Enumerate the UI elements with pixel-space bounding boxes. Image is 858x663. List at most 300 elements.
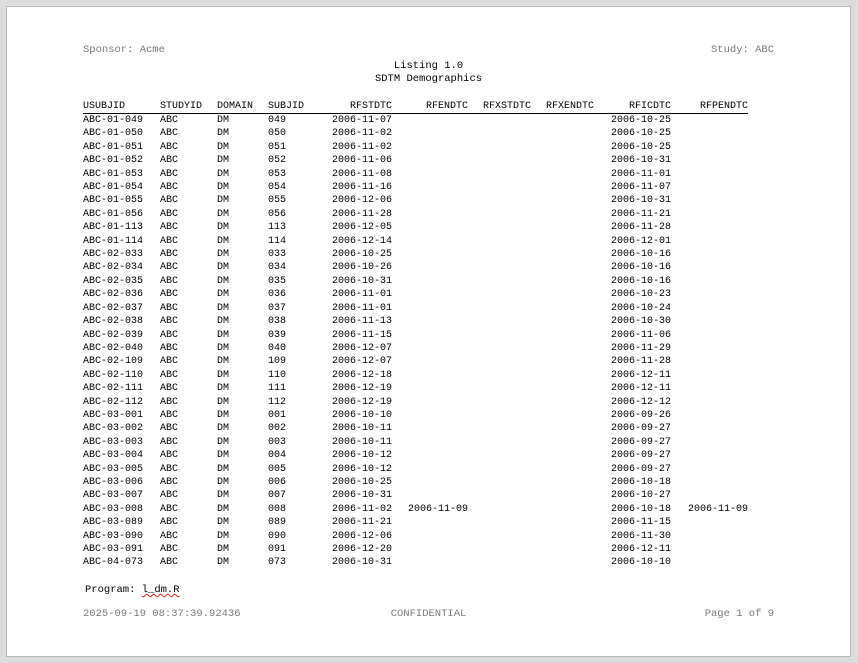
cell-rfpendtc (671, 127, 748, 140)
table-row (83, 342, 748, 355)
cell-rfstdtc: 2006-10-25 (331, 249, 392, 261)
cell-usubjid: ABC-02-112 (83, 396, 144, 408)
cell-rfxendtc (531, 261, 594, 274)
cell-rfxstdtc (468, 181, 531, 194)
cell-studyid: ABC (160, 436, 179, 448)
cell-usubjid: ABC-03-003 (83, 436, 144, 448)
cell-rfxstdtc (468, 516, 531, 529)
cell-rfendtc (392, 556, 468, 569)
cell-usubjid: ABC-02-035 (83, 275, 144, 287)
cell-rfendtc (392, 396, 468, 409)
cell-subjid: 049 (268, 115, 287, 126)
cell-domain: DM (217, 557, 230, 569)
cell-rfendtc (392, 382, 468, 395)
cell-subjid: 034 (268, 262, 287, 274)
cell-rfpendtc (671, 436, 748, 449)
cell-rficdtc: 2006-09-27 (610, 463, 671, 475)
cell-subjid: 053 (268, 168, 287, 180)
cell-rfxstdtc (468, 530, 531, 543)
cell-rfpendtc (671, 261, 748, 274)
cell-rficdtc: 2006-10-16 (610, 275, 671, 287)
table-row (83, 141, 748, 154)
cell-rfpendtc (671, 355, 748, 368)
cell-domain: DM (217, 182, 230, 194)
cell-usubjid: ABC-02-039 (83, 329, 144, 341)
cell-rfendtc (392, 449, 468, 462)
cell-rficdtc: 2006-12-01 (610, 235, 671, 247)
cell-usubjid: ABC-01-114 (83, 235, 144, 247)
cell-rfendtc (392, 194, 468, 207)
cell-rficdtc: 2006-11-01 (610, 168, 671, 180)
cell-rfxstdtc (468, 221, 531, 234)
cell-domain: DM (217, 329, 230, 341)
cell-rfstdtc: 2006-11-28 (331, 208, 392, 220)
cell-rfpendtc (671, 208, 748, 221)
cell-domain: DM (217, 249, 230, 261)
cell-rfxstdtc (468, 141, 531, 154)
cell-studyid: ABC (160, 517, 179, 529)
cell-rfendtc (392, 476, 468, 489)
cell-rfxendtc (531, 168, 594, 181)
cell-subjid: 038 (268, 316, 287, 328)
cell-rfxstdtc (468, 476, 531, 489)
table-body (83, 114, 748, 570)
table-row (83, 235, 748, 248)
table-row (83, 288, 748, 301)
cell-rfstdtc: 2006-12-07 (331, 356, 392, 368)
cell-studyid: ABC (160, 544, 179, 555)
cell-rficdtc: 2006-11-21 (610, 208, 671, 220)
table-row (83, 556, 748, 569)
cell-usubjid: ABC-03-002 (83, 423, 144, 435)
cell-studyid: ABC (160, 289, 179, 301)
cell-rfendtc (392, 275, 468, 288)
cell-rfstdtc: 2006-12-19 (331, 396, 392, 408)
cell-studyid: ABC (160, 168, 179, 180)
cell-usubjid: ABC-01-054 (83, 182, 144, 194)
cell-rficdtc: 2006-10-25 (610, 115, 671, 126)
cell-rficdtc: 2006-11-28 (610, 222, 671, 234)
cell-rfpendtc (671, 235, 748, 248)
cell-studyid: ABC (160, 409, 179, 421)
column-header-rfpendtc: RFPENDTC (671, 101, 748, 114)
cell-domain: DM (217, 275, 230, 287)
cell-subjid: 052 (268, 155, 287, 167)
column-header-rficdtc: RFICDTC (594, 101, 671, 114)
cell-domain: DM (217, 115, 230, 126)
cell-rfstdtc: 2006-11-07 (331, 115, 392, 126)
cell-rfxstdtc (468, 329, 531, 342)
listing-subtitle: SDTM Demographics (374, 73, 483, 85)
cell-rfpendtc (671, 168, 748, 181)
cell-studyid: ABC (160, 476, 179, 488)
cell-studyid: ABC (160, 195, 179, 207)
cell-rfxstdtc (468, 235, 531, 248)
cell-rficdtc: 2006-10-25 (610, 141, 671, 153)
table-row (83, 396, 748, 409)
cell-rficdtc: 2006-11-29 (610, 342, 671, 354)
cell-rfxendtc (531, 208, 594, 221)
cell-subjid: 055 (268, 195, 287, 207)
cell-rfendtc (392, 369, 468, 382)
cell-subjid: 033 (268, 249, 287, 261)
table-row (83, 248, 748, 261)
cell-usubjid: ABC-02-037 (83, 302, 144, 314)
cell-rfxstdtc (468, 302, 531, 315)
cell-rfstdtc: 2006-12-20 (331, 544, 392, 555)
cell-studyid: ABC (160, 182, 179, 194)
cell-subjid: 113 (268, 222, 287, 234)
cell-subjid: 003 (268, 436, 287, 448)
cell-subjid: 054 (268, 182, 287, 194)
cell-rfxstdtc (468, 342, 531, 355)
cell-usubjid: ABC-02-033 (83, 249, 144, 261)
cell-usubjid: ABC-03-001 (83, 409, 144, 421)
cell-rfendtc (392, 288, 468, 301)
cell-studyid: ABC (160, 115, 179, 126)
cell-rfendtc: 2006-11-09 (407, 503, 468, 515)
cell-rfendtc (392, 127, 468, 140)
cell-subjid: 040 (268, 342, 287, 354)
cell-rfpendtc (671, 409, 748, 422)
cell-rfxendtc (531, 221, 594, 234)
cell-domain: DM (217, 195, 230, 207)
cell-rfxendtc (531, 235, 594, 248)
cell-domain: DM (217, 168, 230, 180)
table-row (83, 329, 748, 342)
table-row (83, 530, 748, 543)
cell-rfendtc (392, 154, 468, 167)
cell-rficdtc: 2006-11-30 (610, 530, 671, 542)
column-header-subjid: SUBJID (268, 101, 312, 114)
cell-rficdtc: 2006-10-31 (610, 195, 671, 207)
cell-studyid: ABC (160, 369, 179, 381)
cell-rfxstdtc (468, 436, 531, 449)
cell-rfxstdtc (468, 208, 531, 221)
cell-rfendtc (392, 248, 468, 261)
cell-domain: DM (217, 503, 230, 515)
cell-rficdtc: 2006-11-15 (610, 517, 671, 529)
cell-domain: DM (217, 423, 230, 435)
cell-subjid: 006 (268, 476, 287, 488)
cell-subjid: 109 (268, 356, 287, 368)
cell-subjid: 114 (268, 235, 287, 247)
cell-rfpendtc (671, 396, 748, 409)
cell-rficdtc: 2006-10-30 (610, 316, 671, 328)
cell-domain: DM (217, 316, 230, 328)
cell-rfxendtc (531, 476, 594, 489)
cell-rfstdtc: 2006-11-15 (331, 329, 392, 341)
table-row (83, 516, 748, 529)
cell-rficdtc: 2006-09-27 (610, 423, 671, 435)
cell-rfxendtc (531, 503, 594, 516)
cell-rfxstdtc (468, 114, 531, 128)
cell-studyid: ABC (160, 316, 179, 328)
cell-subjid: 111 (268, 383, 287, 395)
cell-rficdtc: 2006-09-26 (610, 409, 671, 421)
cell-subjid: 090 (268, 530, 287, 542)
cell-rfstdtc: 2006-10-12 (331, 463, 392, 475)
cell-rfstdtc: 2006-11-06 (331, 155, 392, 167)
cell-rfpendtc (671, 543, 748, 556)
listing-title: Listing 1.0 (393, 60, 464, 72)
column-header-rfxstdtc: RFXSTDTC (468, 101, 531, 114)
cell-rfstdtc: 2006-10-26 (331, 262, 392, 274)
column-header-rfstdtc: RFSTDTC (312, 101, 392, 114)
cell-rfendtc (392, 221, 468, 234)
cell-usubjid: ABC-01-051 (83, 141, 144, 153)
cell-rfstdtc: 2006-12-19 (331, 383, 392, 395)
cell-rfxstdtc (468, 396, 531, 409)
cell-rfpendtc (671, 422, 748, 435)
cell-rfendtc (392, 168, 468, 181)
cell-rficdtc: 2006-09-27 (610, 436, 671, 448)
table-row (83, 503, 748, 516)
cell-domain: DM (217, 463, 230, 475)
cell-rfstdtc: 2006-10-10 (331, 409, 392, 421)
cell-subjid: 036 (268, 289, 287, 301)
cell-rfxendtc (531, 422, 594, 435)
cell-rfendtc (392, 409, 468, 422)
cell-rficdtc: 2006-10-10 (610, 557, 671, 569)
cell-studyid: ABC (160, 208, 179, 220)
cell-usubjid: ABC-02-109 (83, 356, 144, 368)
cell-rfxstdtc (468, 503, 531, 516)
cell-subjid: 001 (268, 409, 287, 421)
cell-rfendtc (392, 436, 468, 449)
cell-studyid: ABC (160, 383, 179, 395)
cell-subjid: 039 (268, 329, 287, 341)
column-header-domain: DOMAIN (217, 101, 268, 114)
cell-rfxstdtc (468, 463, 531, 476)
cell-studyid: ABC (160, 490, 179, 502)
cell-studyid: ABC (160, 235, 179, 247)
table-row (83, 154, 748, 167)
cell-rfpendtc (671, 181, 748, 194)
table-row (83, 194, 748, 207)
cell-rfpendtc (671, 449, 748, 462)
cell-subjid: 073 (268, 557, 287, 569)
cell-rfpendtc (671, 556, 748, 569)
cell-rfxendtc (531, 114, 594, 128)
cell-rficdtc: 2006-11-28 (610, 356, 671, 368)
cell-rfpendtc (671, 463, 748, 476)
table-row (83, 409, 748, 422)
cell-rfxstdtc (468, 409, 531, 422)
cell-rfstdtc: 2006-11-21 (331, 517, 392, 529)
cell-rfxendtc (531, 248, 594, 261)
cell-domain: DM (217, 517, 230, 529)
cell-usubjid: ABC-02-040 (83, 342, 144, 354)
cell-studyid: ABC (160, 141, 179, 153)
cell-studyid: ABC (160, 450, 179, 462)
cell-rficdtc: 2006-10-23 (610, 289, 671, 301)
cell-rfxendtc (531, 181, 594, 194)
cell-rficdtc: 2006-10-24 (610, 302, 671, 314)
cell-subjid: 005 (268, 463, 287, 475)
cell-rfstdtc: 2006-10-12 (331, 450, 392, 462)
cell-rfpendtc: 2006-11-09 (687, 503, 748, 515)
cell-usubjid: ABC-01-050 (83, 128, 144, 140)
column-header-rfxendtc: RFXENDTC (531, 101, 594, 114)
cell-domain: DM (217, 383, 230, 395)
cell-studyid: ABC (160, 155, 179, 167)
cell-rfxendtc (531, 382, 594, 395)
cell-domain: DM (217, 342, 230, 354)
cell-subjid: 110 (268, 369, 287, 381)
cell-rfxendtc (531, 329, 594, 342)
cell-rfxstdtc (468, 194, 531, 207)
cell-rfpendtc (671, 275, 748, 288)
cell-rfxendtc (531, 342, 594, 355)
column-header-rfendtc: RFENDTC (392, 101, 468, 114)
run-timestamp: 2025-09-19 08:37:39.92436 (83, 608, 241, 620)
cell-rfxendtc (531, 141, 594, 154)
cell-subjid: 007 (268, 490, 287, 502)
cell-studyid: ABC (160, 275, 179, 287)
cell-rfpendtc (671, 530, 748, 543)
cell-rfpendtc (671, 329, 748, 342)
cell-rfpendtc (671, 154, 748, 167)
cell-domain: DM (217, 235, 230, 247)
cell-rficdtc: 2006-10-31 (610, 155, 671, 167)
cell-usubjid: ABC-01-055 (83, 195, 144, 207)
cell-rfendtc (392, 463, 468, 476)
cell-rfstdtc: 2006-12-14 (331, 235, 392, 247)
cell-usubjid: ABC-03-090 (83, 530, 144, 542)
cell-rfstdtc: 2006-11-01 (331, 289, 392, 301)
cell-rficdtc: 2006-10-18 (610, 503, 671, 515)
cell-rficdtc: 2006-12-12 (610, 396, 671, 408)
cell-rfstdtc: 2006-12-18 (331, 369, 392, 381)
table-row (83, 463, 748, 476)
cell-rfstdtc: 2006-10-31 (331, 557, 392, 569)
cell-usubjid: ABC-01-052 (83, 155, 144, 167)
cell-studyid: ABC (160, 503, 179, 515)
cell-studyid: ABC (160, 329, 179, 341)
cell-domain: DM (217, 155, 230, 167)
cell-usubjid: ABC-02-036 (83, 289, 144, 301)
program-line (85, 584, 180, 596)
cell-usubjid: ABC-04-073 (83, 557, 144, 569)
cell-usubjid: ABC-02-038 (83, 316, 144, 328)
cell-domain: DM (217, 409, 230, 421)
cell-rfxstdtc (468, 543, 531, 556)
study-label: Study: ABC (710, 44, 774, 56)
table-row (83, 369, 748, 382)
cell-studyid: ABC (160, 463, 179, 475)
cell-rfendtc (392, 302, 468, 315)
cell-rfendtc (392, 329, 468, 342)
cell-rfxstdtc (468, 288, 531, 301)
cell-rfxendtc (531, 275, 594, 288)
cell-usubjid: ABC-02-110 (83, 369, 144, 381)
cell-usubjid: ABC-02-034 (83, 262, 144, 274)
cell-rfstdtc: 2006-10-31 (331, 275, 392, 287)
cell-rfendtc (392, 489, 468, 502)
cell-subjid: 112 (268, 396, 287, 408)
table-row (83, 355, 748, 368)
cell-rficdtc: 2006-10-25 (610, 128, 671, 140)
cell-usubjid: ABC-03-091 (83, 544, 144, 555)
cell-rfxendtc (531, 396, 594, 409)
cell-rfpendtc (671, 141, 748, 154)
table-row (83, 315, 748, 328)
cell-subjid: 050 (268, 128, 287, 140)
cell-rfstdtc: 2006-10-11 (331, 436, 392, 448)
cell-rfxendtc (531, 355, 594, 368)
cell-domain: DM (217, 369, 230, 381)
cell-rfxendtc (531, 449, 594, 462)
cell-rfxstdtc (468, 154, 531, 167)
cell-usubjid: ABC-03-005 (83, 463, 144, 475)
column-header-studyid: STUDYID (160, 101, 217, 114)
cell-subjid: 056 (268, 208, 287, 220)
cell-rfendtc (392, 181, 468, 194)
cell-rfstdtc: 2006-11-02 (331, 141, 392, 153)
cell-domain: DM (217, 530, 230, 542)
cell-studyid: ABC (160, 302, 179, 314)
cell-rfxstdtc (468, 248, 531, 261)
table-row (83, 489, 748, 502)
cell-rfendtc (392, 235, 468, 248)
cell-domain: DM (217, 262, 230, 274)
confidential-label: CONFIDENTIAL (390, 608, 467, 620)
cell-rfxendtc (531, 463, 594, 476)
cell-rfpendtc (671, 489, 748, 502)
cell-domain: DM (217, 476, 230, 488)
cell-usubjid: ABC-01-049 (83, 115, 144, 126)
program-label: Program: (85, 584, 142, 596)
table-row (83, 261, 748, 274)
cell-usubjid: ABC-01-053 (83, 168, 144, 180)
cell-domain: DM (217, 128, 230, 140)
cell-rficdtc: 2006-12-11 (610, 544, 671, 555)
page-number: Page 1 of 9 (704, 608, 774, 620)
cell-rfendtc (392, 422, 468, 435)
cell-studyid: ABC (160, 530, 179, 542)
cell-domain: DM (217, 222, 230, 234)
cell-subjid: 002 (268, 423, 287, 435)
table-row (83, 127, 748, 140)
cell-rficdtc: 2006-10-16 (610, 249, 671, 261)
cell-studyid: ABC (160, 557, 179, 569)
cell-rfpendtc (671, 516, 748, 529)
column-header-usubjid: USUBJID (83, 101, 160, 114)
cell-rfendtc (392, 516, 468, 529)
cell-studyid: ABC (160, 128, 179, 140)
cell-usubjid: ABC-03-006 (83, 476, 144, 488)
cell-rfstdtc: 2006-10-31 (331, 490, 392, 502)
cell-rfendtc (392, 355, 468, 368)
cell-rfxstdtc (468, 127, 531, 140)
cell-rfstdtc: 2006-11-01 (331, 302, 392, 314)
cell-rfxstdtc (468, 556, 531, 569)
cell-rfstdtc: 2006-11-13 (331, 316, 392, 328)
cell-rfxendtc (531, 543, 594, 556)
cell-rfpendtc (671, 114, 748, 128)
cell-rfxendtc (531, 556, 594, 569)
cell-rfxendtc (531, 530, 594, 543)
cell-domain: DM (217, 450, 230, 462)
cell-domain: DM (217, 396, 230, 408)
sponsor-label: Sponsor: Acme (83, 44, 165, 56)
cell-rfpendtc (671, 382, 748, 395)
cell-rfpendtc (671, 342, 748, 355)
table-row (83, 221, 748, 234)
cell-rficdtc: 2006-12-11 (610, 369, 671, 381)
cell-rficdtc: 2006-10-18 (610, 476, 671, 488)
